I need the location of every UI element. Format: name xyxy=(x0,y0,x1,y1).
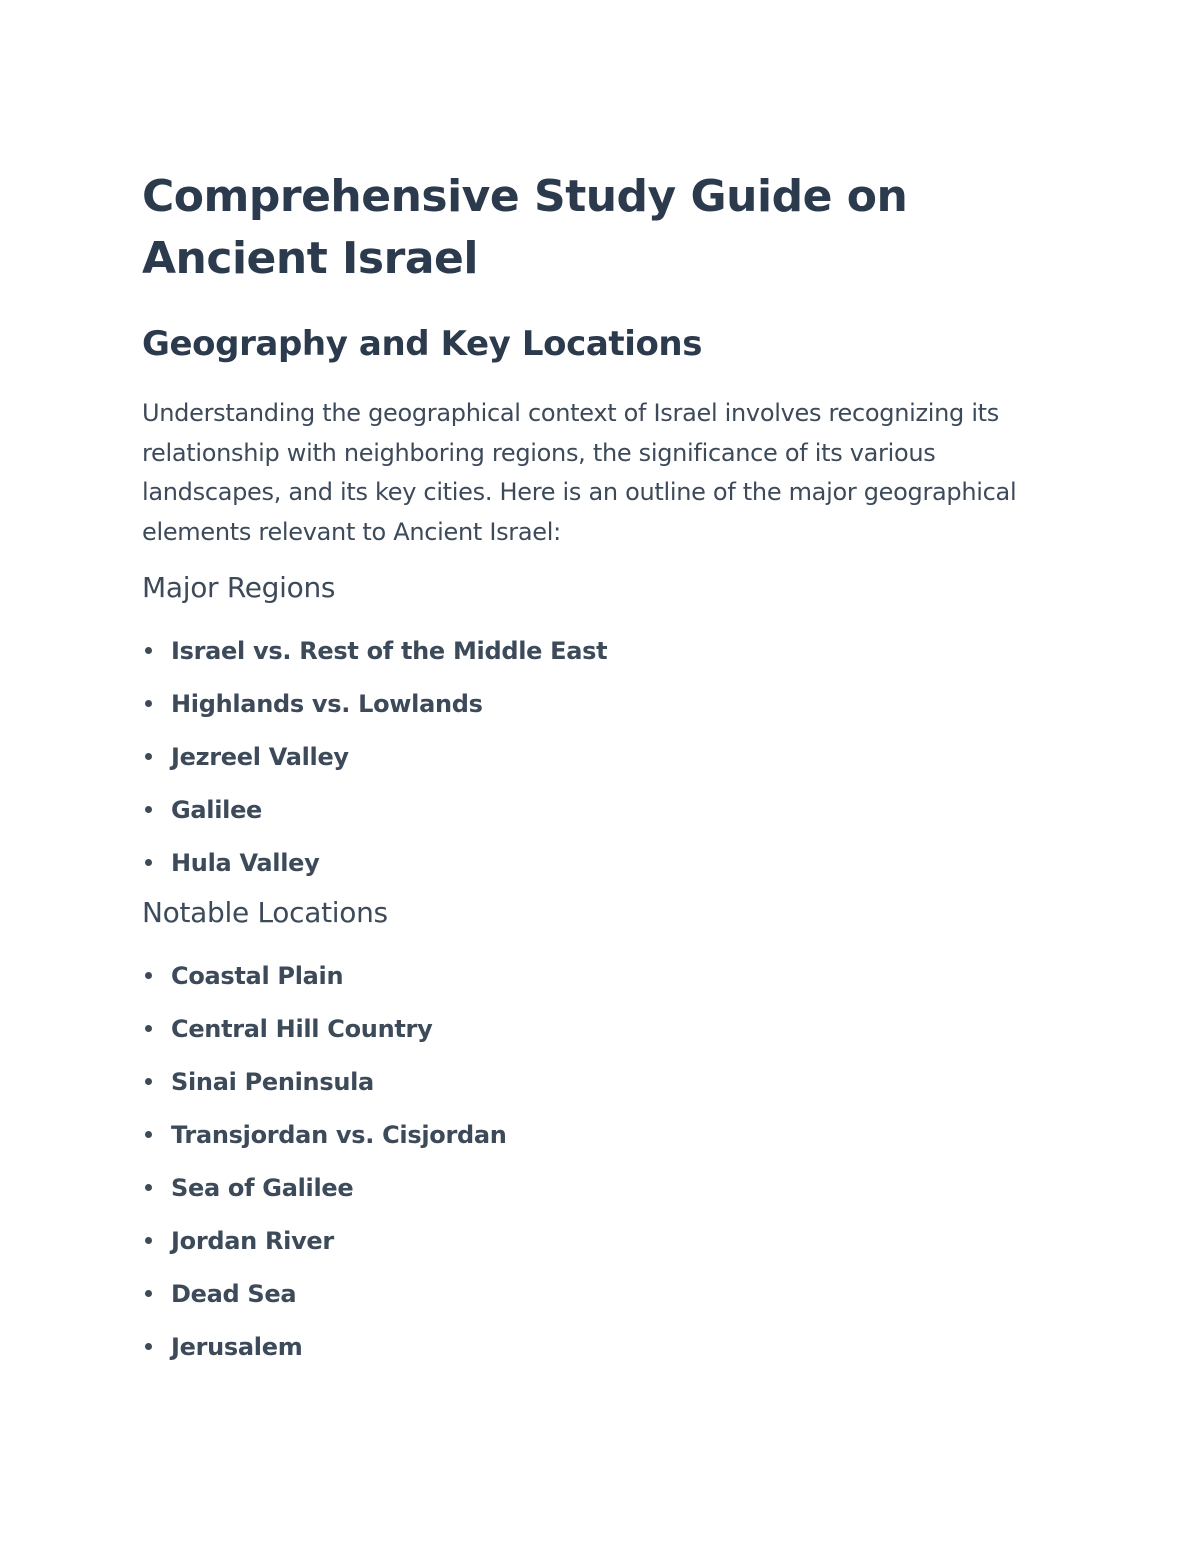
notable-locations-heading: Notable Locations xyxy=(142,896,388,929)
list-item-text: Jordan River xyxy=(171,1226,334,1255)
list-item-text: Sinai Peninsula xyxy=(171,1067,374,1096)
list-item-text: Israel vs. Rest of the Middle East xyxy=(171,636,608,665)
title-line-2: Ancient Israel xyxy=(142,233,478,284)
bullet-icon xyxy=(145,972,152,979)
list-item xyxy=(142,624,1062,677)
list-item-text: Galilee xyxy=(171,795,263,824)
bullet-icon xyxy=(145,753,152,760)
list-item xyxy=(142,1214,1062,1267)
list-item-text: Jezreel Valley xyxy=(171,742,349,771)
list-item-text: Hula Valley xyxy=(171,848,320,877)
list-item-text: Central Hill Country xyxy=(171,1014,433,1043)
list-item-text: Sea of Galilee xyxy=(171,1173,354,1202)
list-item-text: Transjordan vs. Cisjordan xyxy=(171,1120,507,1149)
bullet-icon xyxy=(145,700,152,707)
section-heading: Geography and Key Locations xyxy=(142,324,703,364)
list-item-text: Highlands vs. Lowlands xyxy=(171,689,483,718)
page-title xyxy=(142,166,1062,290)
notable-locations-list xyxy=(142,949,1062,1373)
list-item xyxy=(142,1320,1062,1373)
list-item xyxy=(142,1267,1062,1320)
list-item xyxy=(142,1002,1062,1055)
bullet-icon xyxy=(145,1078,152,1085)
title-line-1: Comprehensive Study Guide on xyxy=(142,171,908,222)
major-regions-list xyxy=(142,624,1062,889)
bullet-icon xyxy=(145,1343,152,1350)
bullet-icon xyxy=(145,1131,152,1138)
bullet-icon xyxy=(145,1184,152,1191)
major-regions-heading: Major Regions xyxy=(142,571,336,604)
bullet-icon xyxy=(145,647,152,654)
bullet-icon xyxy=(145,859,152,866)
list-item xyxy=(142,949,1062,1002)
list-item xyxy=(142,677,1062,730)
bullet-icon xyxy=(145,1025,152,1032)
document-page xyxy=(142,166,1062,1373)
list-item xyxy=(142,783,1062,836)
bullet-icon xyxy=(145,806,152,813)
bullet-icon xyxy=(145,1290,152,1297)
intro-paragraph: Understanding the geographical context of Israel involves recognizing its relationship with neighboring regions, the significance of its various landscapes, and its key cities. Here is an outline of the major geographical elements relevant to Ancient Israel: xyxy=(142,399,1017,546)
list-item-text: Jerusalem xyxy=(171,1332,303,1361)
list-item xyxy=(142,836,1062,889)
list-item-text: Dead Sea xyxy=(171,1279,297,1308)
bullet-icon xyxy=(145,1237,152,1244)
list-item xyxy=(142,1108,1062,1161)
list-item xyxy=(142,1055,1062,1108)
list-item xyxy=(142,730,1062,783)
list-item xyxy=(142,1161,1062,1214)
list-item-text: Coastal Plain xyxy=(171,961,344,990)
